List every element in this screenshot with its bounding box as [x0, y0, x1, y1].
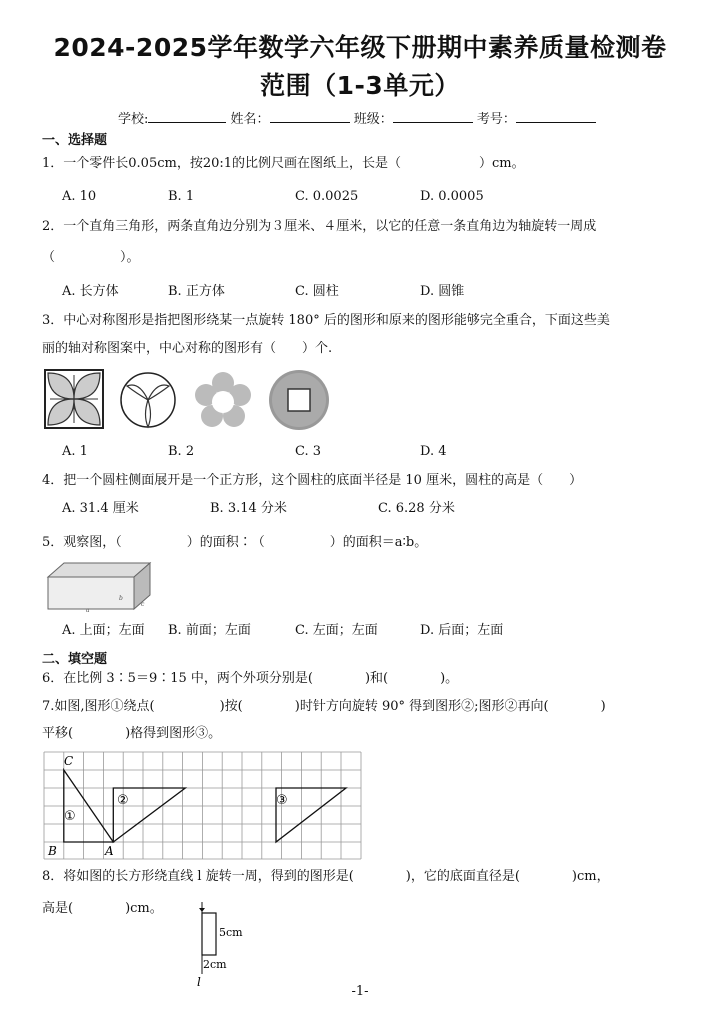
q5-option-c: C. 左面；左面 — [295, 623, 378, 638]
q5-label-c: c — [141, 601, 145, 608]
class-field[interactable] — [393, 110, 473, 123]
name-field[interactable] — [270, 110, 350, 123]
q7-label-c: C — [64, 754, 74, 768]
q3-option-c: C. 3 — [295, 444, 322, 459]
q3-figure-four-petal — [44, 369, 104, 429]
question-8-stem-cont: 高是( )cm。 — [42, 901, 163, 916]
q4-option-c: C. 6.28 分米 — [378, 501, 455, 516]
page-title: 2024-2025学年数学六年级下册期中素养质量检测卷 — [53, 33, 667, 62]
school-field[interactable] — [148, 110, 226, 123]
q4-option-a: A. 31.4 厘米 — [62, 501, 139, 516]
section-heading-choice: 一、选择题 — [42, 133, 108, 148]
q8-width-label: 2cm — [203, 958, 227, 971]
q1-option-d: D. 0.0005 — [420, 189, 484, 204]
q1-option-b: B. 1 — [168, 189, 195, 204]
q8-rectangle-figure — [192, 902, 262, 992]
q8-axis-label: l — [197, 975, 201, 989]
question-7-stem: 7.如图,图形①绕点( )按( )时针方向旋转 90° 得到图形②;图形②再向( ) — [42, 699, 606, 714]
q7-label-b: B — [48, 844, 57, 858]
school-label: 学校: — [118, 112, 149, 127]
q2-option-d: D. 圆锥 — [420, 284, 465, 299]
q5-option-b: B. 前面；左面 — [168, 623, 251, 638]
q5-option-d: D. 后面；左面 — [420, 623, 504, 638]
q5-label-b: b — [119, 595, 123, 602]
page-number: -1- — [351, 984, 369, 999]
q5-label-a: a — [86, 607, 90, 614]
q4-option-b: B. 3.14 分米 — [210, 501, 287, 516]
question-2-stem-cont: （ ）。 — [42, 250, 140, 265]
class-label: 班级： — [353, 112, 393, 127]
question-8-stem: 8．将如图的长方形绕直线 l 旋转一周，得到的图形是( )，它的底面直径是( )cm， — [42, 869, 610, 884]
q1-option-c: C. 0.0025 — [295, 189, 359, 204]
info-line — [118, 110, 596, 128]
name-label: 姓名： — [230, 112, 270, 127]
q7-grid-figure — [44, 752, 362, 860]
q3-option-b: B. 2 — [168, 444, 195, 459]
q3-figure-flower — [193, 371, 253, 431]
question-6-stem: 6．在比例 3∶5＝9∶15 中，两个外项分别是( )和( )。 — [42, 671, 459, 686]
q8-height-label: 5cm — [219, 926, 243, 939]
q5-cuboid-figure — [46, 561, 156, 613]
q3-figure-three-petal — [119, 371, 177, 429]
question-2-stem: 2．一个直角三角形，两条直角边分别为３厘米、４厘米，以它的任意一条直角边为轴旋转一周成 — [42, 219, 597, 234]
question-3-stem: 3．中心对称图形是指把图形绕某一点旋转 180° 后的图形和原来的图形能够完全重合，下面这些美 — [42, 313, 610, 328]
exam-number-label: 考号： — [476, 112, 516, 127]
question-7-stem-cont: 平移( )格得到图形③。 — [42, 726, 222, 741]
q3-figure-coin — [268, 369, 330, 431]
question-1-stem: 1．一个零件长0.05cm，按20:1的比例尺画在图纸上，长是（ ）cm。 — [42, 156, 525, 171]
question-4-stem: 4．把一个圆柱侧面展开是一个正方形，这个圆柱的底面半径是 10 厘米，圆柱的高是（ ） — [42, 473, 583, 488]
q2-option-c: C. 圆柱 — [295, 284, 339, 299]
q3-option-a: A. 1 — [62, 444, 88, 459]
q7-label-shape1: ① — [64, 809, 76, 824]
q8-rectangle — [202, 913, 216, 955]
section-heading-fill: 二、填空题 — [42, 652, 108, 667]
q1-option-a: A. 10 — [62, 189, 97, 204]
page-subtitle: 范围（1-3单元） — [260, 71, 460, 100]
question-5-stem: 5．观察图，（ ）的面积∶（ ）的面积＝a∶b。 — [42, 535, 428, 550]
exam-number-field[interactable] — [516, 110, 596, 123]
q7-label-shape3: ③ — [276, 793, 288, 808]
q3-option-d: D. 4 — [420, 444, 447, 459]
q7-label-a: A — [105, 844, 114, 858]
q7-label-shape2: ② — [117, 793, 129, 808]
question-3-stem-cont: 丽的轴对称图案中，中心对称的图形有（ ）个. — [42, 341, 333, 356]
q2-option-b: B. 正方体 — [168, 284, 225, 299]
q5-option-a: A. 上面；左面 — [62, 623, 145, 638]
q2-option-a: A. 长方体 — [62, 284, 119, 299]
